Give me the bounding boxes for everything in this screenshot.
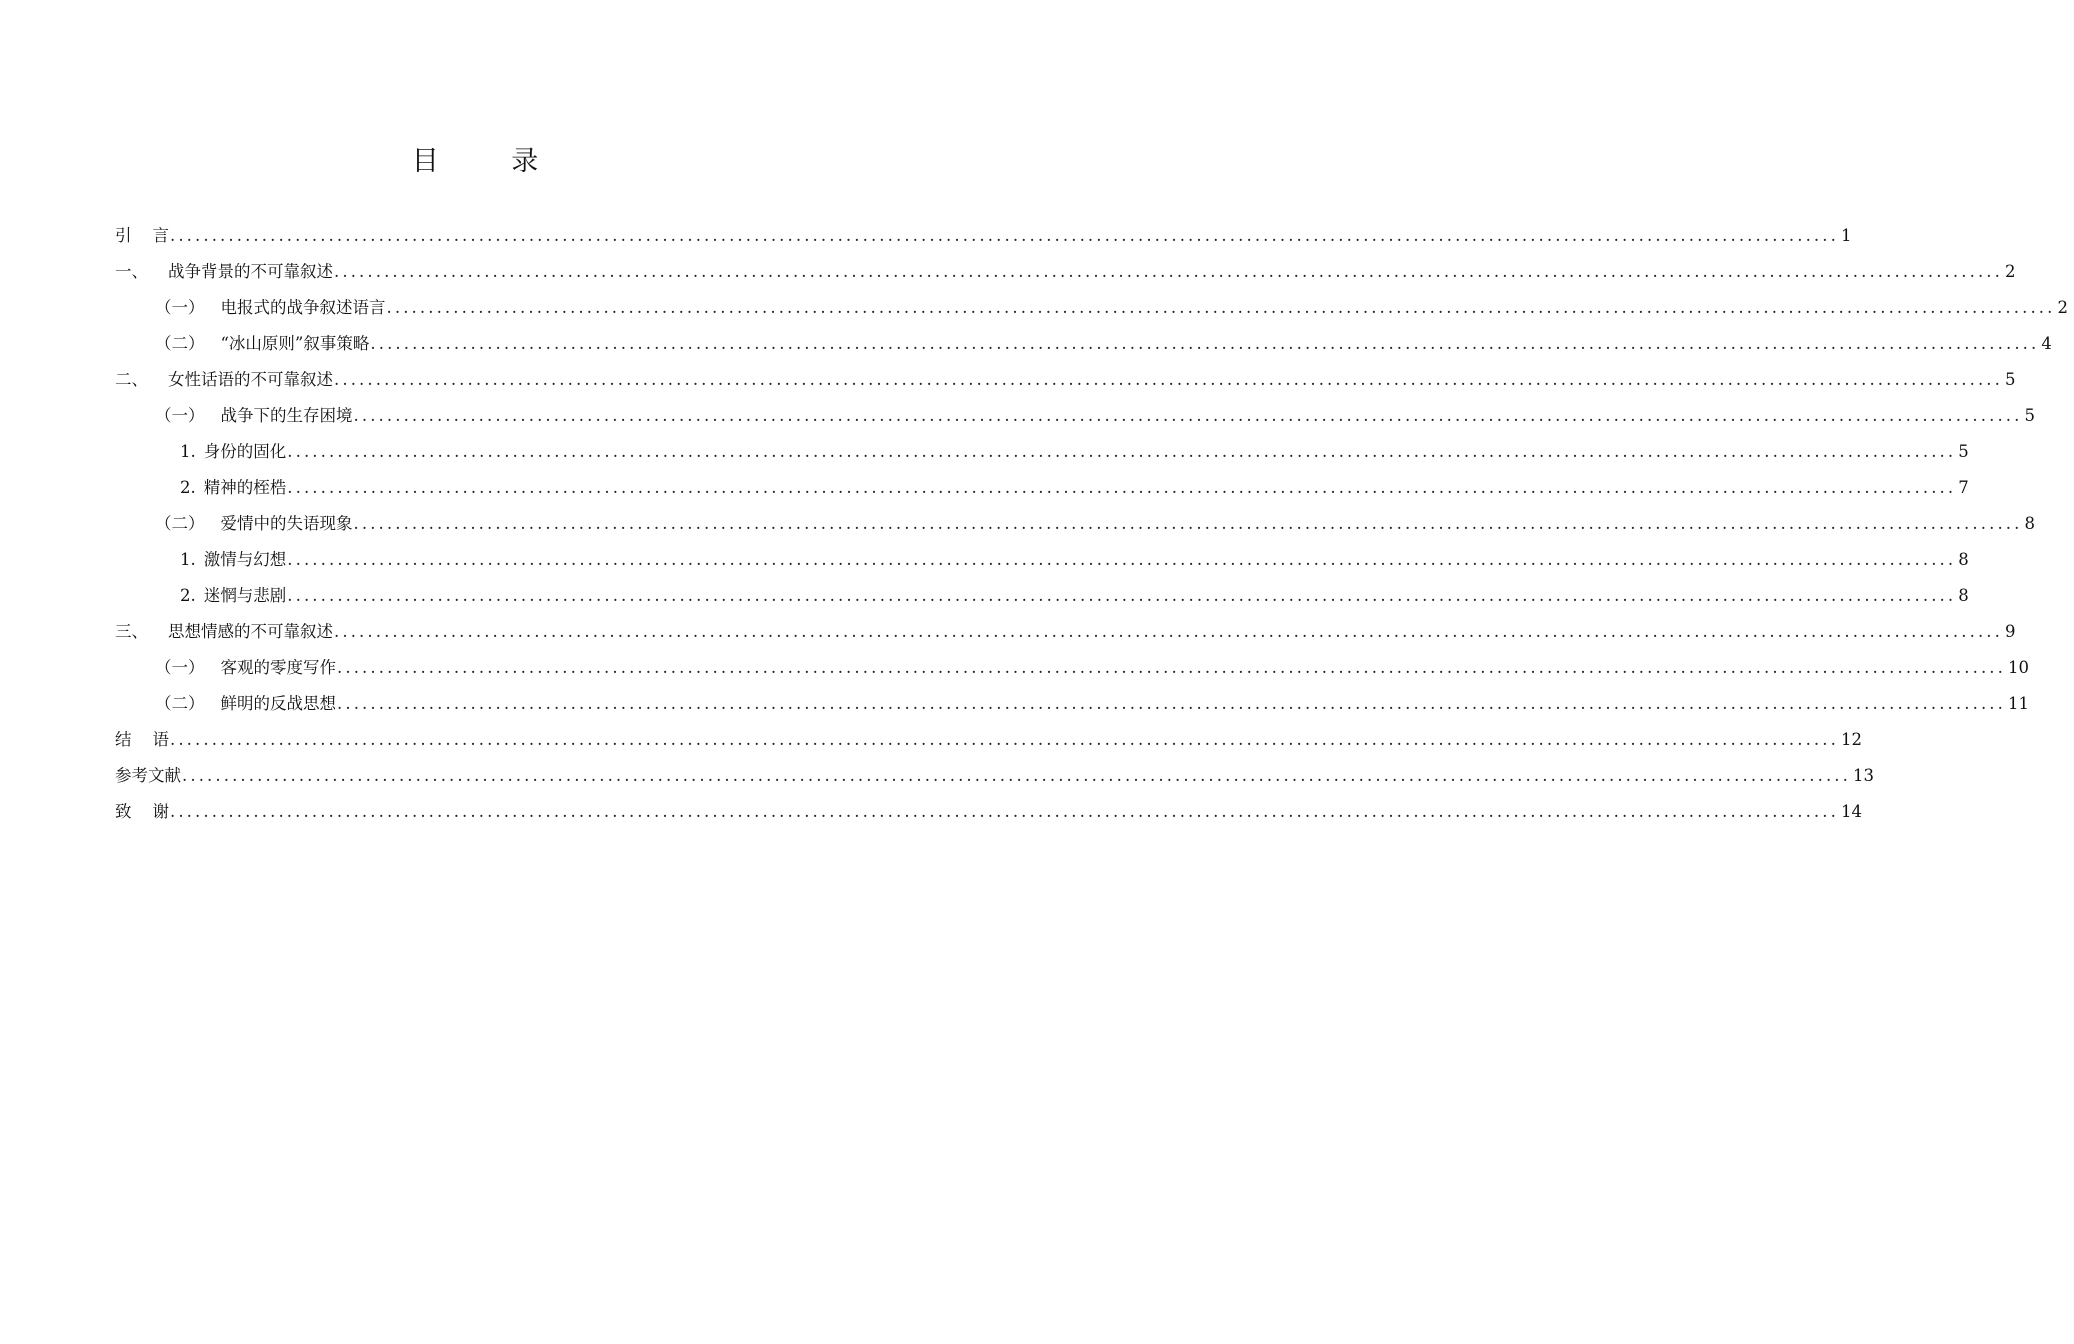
toc-entry[interactable]: [115, 650, 2029, 686]
toc-entry[interactable]: [115, 326, 2052, 362]
toc-entry-label: [155, 686, 336, 722]
toc-entry-page-number: 1: [1840, 226, 1852, 245]
dot-leader: ........................................................................................................................................................................................................: [287, 442, 1957, 461]
toc-entry-label: [115, 362, 333, 398]
toc-entry-page-number: 8: [1958, 550, 1969, 569]
toc-entry-page-number: 2: [2004, 262, 2016, 281]
toc-entry-label: [180, 470, 286, 506]
toc-entry-page-number: 13: [1852, 766, 1874, 785]
toc-entry-page-number: 8: [1958, 586, 1969, 605]
toc-entry-label: [155, 398, 353, 434]
dot-leader: ........................................................................................................................................................................................................: [353, 514, 2023, 533]
toc-entry-number: （一）: [155, 406, 205, 425]
toc-entry[interactable]: [115, 470, 1969, 506]
toc-entry-number: 2.: [180, 478, 196, 497]
toc-entry-label: [155, 290, 386, 326]
toc-entry-text: 引 言: [115, 226, 169, 245]
toc-entry[interactable]: [115, 434, 1969, 470]
toc-entry-page-number: 2: [2057, 298, 2068, 317]
dot-leader: ........................................................................................................................................................................................................: [287, 586, 1957, 605]
toc-entry-text: 鲜明的反战思想: [220, 694, 336, 713]
toc-entry-number: 1.: [180, 550, 196, 569]
toc-entry-page-number: 4: [2041, 334, 2052, 353]
toc-entry-text: 结 语: [115, 730, 169, 749]
toc-entry-page-number: 5: [1958, 442, 1969, 461]
toc-entry-number: （二）: [155, 514, 205, 533]
toc-entry-text: 致 谢: [115, 802, 169, 821]
toc-entry-text: 参考文献: [115, 766, 181, 785]
toc-entry-page-number: 11: [2007, 694, 2029, 713]
toc-entry-page-number: 10: [2007, 658, 2029, 677]
dot-leader: ........................................................................................................................................................................................................: [386, 298, 2056, 317]
toc-entry-text: 思想情感的不可靠叙述: [168, 622, 333, 641]
toc-entry-label: [115, 218, 169, 254]
toc-entry[interactable]: [115, 506, 2035, 542]
toc-entry-number: 三、: [115, 622, 148, 641]
toc-entry-page-number: 7: [1958, 478, 1969, 497]
toc-entry-number: 1.: [180, 442, 196, 461]
dot-leader: ........................................................................................................................................................................................................: [370, 334, 2040, 353]
dot-leader: ........................................................................................................................................................................................................: [287, 478, 1957, 497]
toc-entry[interactable]: [115, 578, 1969, 614]
dot-leader: ........................................................................................................................................................................................................: [337, 658, 2006, 677]
toc-entry[interactable]: [115, 758, 1874, 794]
toc-entry[interactable]: [115, 362, 2016, 398]
table-of-contents: [115, 218, 2068, 830]
toc-entry-page-number: 5: [2024, 406, 2035, 425]
dot-leader: ........................................................................................................................................................................................................: [334, 622, 2003, 641]
toc-entry-label: [180, 542, 286, 578]
dot-leader: ........................................................................................................................................................................................................: [353, 406, 2023, 425]
toc-entry-page-number: 5: [2004, 370, 2016, 389]
toc-entry-page-number: 8: [2024, 514, 2035, 533]
dot-leader: ........................................................................................................................................................................................................: [169, 730, 1839, 749]
toc-entry-label: [115, 254, 333, 290]
page-title: 目 录: [411, 146, 571, 177]
toc-entry-label: [115, 794, 169, 830]
dot-leader: ........................................................................................................................................................................................................: [287, 550, 1957, 569]
toc-entry[interactable]: [115, 542, 1969, 578]
toc-entry-number: （一）: [155, 658, 205, 677]
toc-entry-text: 爱情中的失语现象: [220, 514, 353, 533]
toc-entry-number: （二）: [155, 694, 205, 713]
toc-entry-page-number: 14: [1840, 802, 1862, 821]
toc-entry-label: [115, 722, 169, 758]
toc-entry-text: 战争下的生存困境: [220, 406, 353, 425]
toc-entry-label: [115, 614, 333, 650]
toc-entry-text: “冰山原则”叙事策略: [220, 334, 370, 353]
toc-entry-text: 激情与幻想: [203, 550, 287, 569]
toc-entry-number: 二、: [115, 370, 148, 389]
toc-entry-label: [180, 578, 286, 614]
toc-entry[interactable]: [115, 398, 2035, 434]
toc-entry-label: [155, 506, 353, 542]
toc-entry[interactable]: [115, 218, 1852, 254]
toc-entry-label: [155, 650, 336, 686]
toc-entry-text: 精神的桎梏: [203, 478, 287, 497]
toc-entry[interactable]: [115, 254, 2016, 290]
toc-entry[interactable]: [115, 290, 2068, 326]
toc-entry-text: 战争背景的不可靠叙述: [168, 262, 333, 281]
toc-entry[interactable]: [115, 794, 1862, 830]
toc-entry[interactable]: [115, 614, 2016, 650]
toc-entry-label: [180, 434, 286, 470]
toc-entry-label: [155, 326, 369, 362]
dot-leader: ........................................................................................................................................................................................................: [182, 766, 1851, 785]
dot-leader: ........................................................................................................................................................................................................: [169, 226, 1839, 245]
toc-entry-text: 身份的固化: [203, 442, 287, 461]
toc-entry-text: 电报式的战争叙述语言: [220, 298, 386, 317]
toc-entry-number: （一）: [155, 298, 205, 317]
toc-entry-number: 2.: [180, 586, 196, 605]
toc-entry-page-number: 12: [1840, 730, 1862, 749]
dot-leader: ........................................................................................................................................................................................................: [169, 802, 1839, 821]
dot-leader: ........................................................................................................................................................................................................: [337, 694, 2006, 713]
toc-entry[interactable]: [115, 722, 1862, 758]
toc-entry-label: [115, 758, 181, 794]
toc-entry-number: 一、: [115, 262, 148, 281]
toc-entry-number: （二）: [155, 334, 205, 353]
toc-entry-text: 客观的零度写作: [220, 658, 336, 677]
toc-entry[interactable]: [115, 686, 2029, 722]
toc-entry-text: 迷惘与悲剧: [203, 586, 287, 605]
dot-leader: ........................................................................................................................................................................................................: [334, 370, 2003, 389]
toc-entry-page-number: 9: [2004, 622, 2016, 641]
dot-leader: ........................................................................................................................................................................................................: [334, 262, 2003, 281]
toc-entry-text: 女性话语的不可靠叙述: [168, 370, 333, 389]
